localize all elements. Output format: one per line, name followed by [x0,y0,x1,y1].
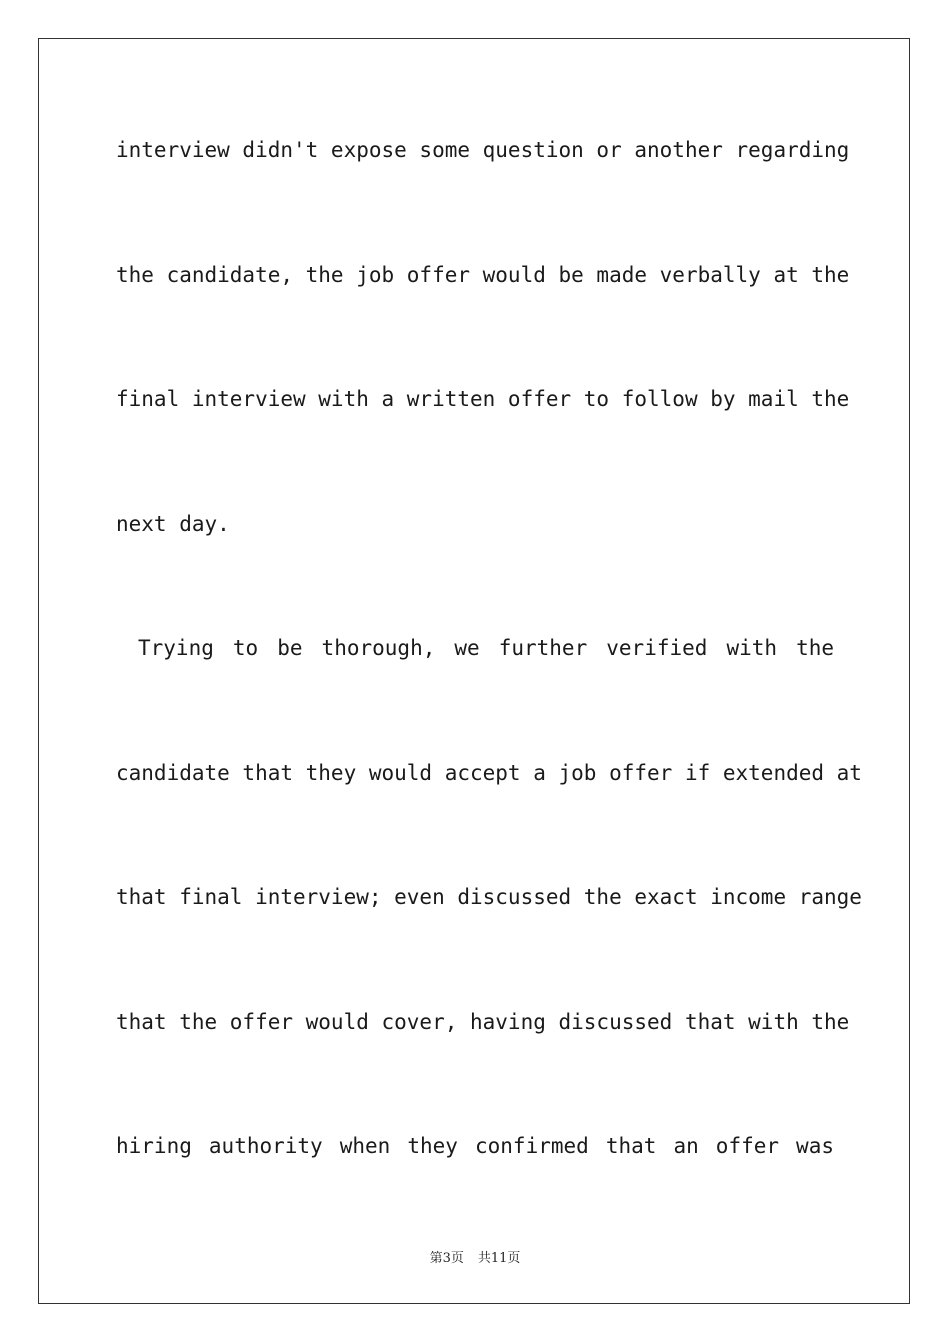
total-pages: 共11页 [477,1251,521,1266]
text-line: Trying to be thorough, we further verified with the [138,636,834,660]
page-footer [0,1247,950,1266]
text-line: the candidate, the job offer would be made verbally at the [116,262,850,287]
text-line: hiring authority when they confirmed that an offer was [116,1134,834,1158]
document-body [116,118,862,1239]
text-line: candidate that they would accept a job offer if extended at [116,760,862,785]
text-line: next day. [116,511,230,536]
text-line: that the offer would cover, having discussed that with the [116,1009,850,1034]
text-line: final interview with a written offer to follow by mail the [116,387,850,411]
text-line: interview didn't expose some question or another regarding [116,138,850,162]
page-number: 第3页 [429,1251,464,1266]
text-line: that final interview; even discussed the exact income range [116,885,862,909]
